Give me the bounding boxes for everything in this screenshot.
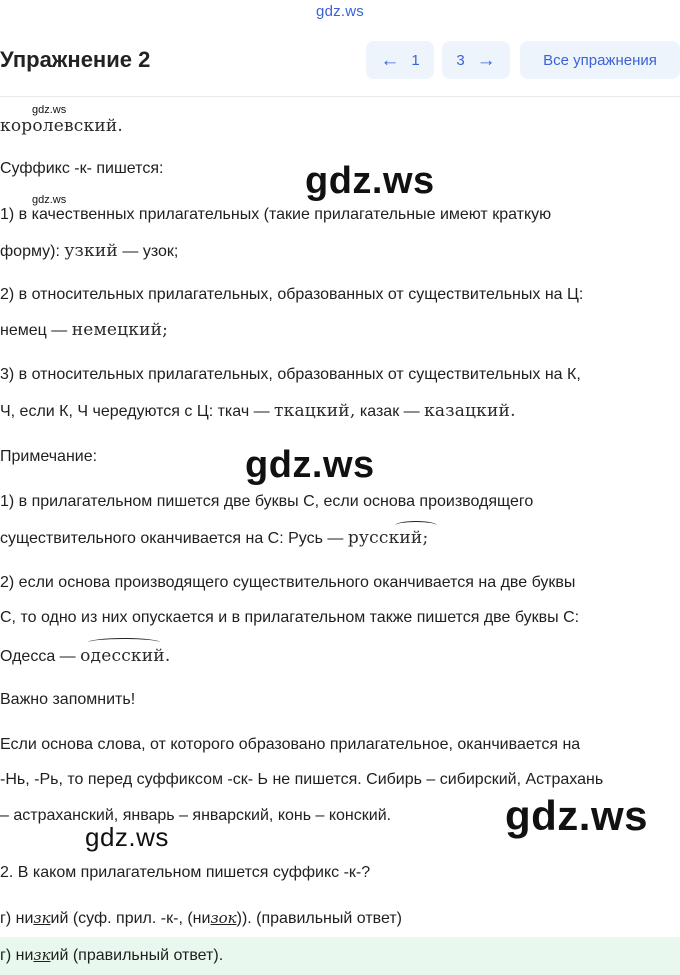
text-line: Примечание: (0, 448, 98, 465)
prev-exercise-button[interactable] (366, 41, 434, 79)
answer-line (0, 909, 402, 928)
text-line: 1) в прилагательном пишется две буквы С, если основа производящего (0, 493, 534, 510)
text-line: 3) в относительных прилагательных, образованных от существительных на К, (0, 366, 581, 383)
text-span: Одесса — (0, 648, 81, 665)
correct-answer-highlight (0, 937, 680, 975)
watermark: gdz.ws (32, 104, 67, 116)
text-span: казак — (355, 403, 425, 420)
watermark: gdz.ws (32, 194, 67, 206)
watermark: gdz.ws (505, 792, 649, 839)
text-span: Ч, если К, Ч чередуются с Ц: ткач — (0, 403, 275, 420)
arrow-left-icon: ← (380, 49, 400, 71)
handwritten-word: ткацкий, (274, 401, 356, 421)
text-span: ий (правильный ответ). (50, 947, 224, 964)
handwritten-word: казацкий. (424, 401, 516, 421)
text-line: Важно запомнить! (0, 691, 136, 708)
site-brand[interactable]: gdz.ws (316, 3, 364, 20)
text-span: г) ни (0, 947, 34, 964)
text-span: существительного оканчивается на С: Русь — (0, 530, 348, 547)
next-exercise-label: 3 (456, 51, 465, 69)
handwritten-word: одесский. (80, 646, 171, 666)
text-line: 1) в качественных прилагательных (такие прилагательные имеют краткую (0, 206, 552, 223)
text-line (0, 528, 428, 548)
handwritten-word: узкий (64, 241, 118, 261)
text-line: 2) если основа производящего существительного оканчивается на две буквы (0, 574, 576, 591)
exercise-header (0, 30, 680, 97)
watermark: gdz.ws (305, 160, 435, 202)
page-title: Упражнение 2 (0, 47, 151, 72)
text-line: 2) в относительных прилагательных, образованных от существительных на Ц: (0, 286, 584, 303)
question-text: 2. В каком прилагательном пишется суффикс -к-? (0, 864, 371, 881)
text-line (0, 646, 170, 666)
all-exercises-button[interactable]: Все упражнения (520, 41, 680, 79)
underlined-morpheme: зк (33, 946, 51, 964)
handwritten-word: русский; (347, 528, 429, 548)
text-span: г) ни (0, 910, 34, 927)
text-line: Если основа слова, от которого образовано прилагательное, оканчивается на (0, 736, 581, 753)
text-line (0, 241, 178, 261)
text-span: форму): (0, 243, 65, 260)
text-line: С, то одно из них опускается и в прилагательном также пишется две буквы С: (0, 609, 580, 626)
text-span: — узок; (117, 243, 179, 260)
watermark: gdz.ws (245, 444, 375, 486)
arrow-right-icon: → (476, 49, 496, 71)
text-line: королевский. (0, 116, 124, 136)
text-span: немец — (0, 322, 72, 339)
watermark: gdz.ws (85, 822, 169, 852)
next-exercise-button[interactable] (442, 41, 510, 79)
text-line: – астраханский, январь – январский, конь – конский. (0, 807, 392, 824)
text-line: -Нь, -Рь, то перед суффиксом -ск- Ь не пишется. Сибирь – сибирский, Астрахань (0, 771, 604, 788)
prev-exercise-label: 1 (411, 51, 420, 69)
text-line (0, 320, 168, 340)
underlined-morpheme: зк (33, 909, 51, 927)
answer-line (0, 946, 223, 965)
underlined-morpheme: зок (210, 909, 237, 927)
text-line (0, 401, 516, 421)
text-span: ий (суф. прил. -к-, (ни (50, 910, 211, 927)
handwritten-word: немецкий; (71, 320, 169, 340)
text-span: )). (правильный ответ) (236, 910, 402, 927)
text-line: Суффикс -к- пишется: (0, 160, 164, 177)
